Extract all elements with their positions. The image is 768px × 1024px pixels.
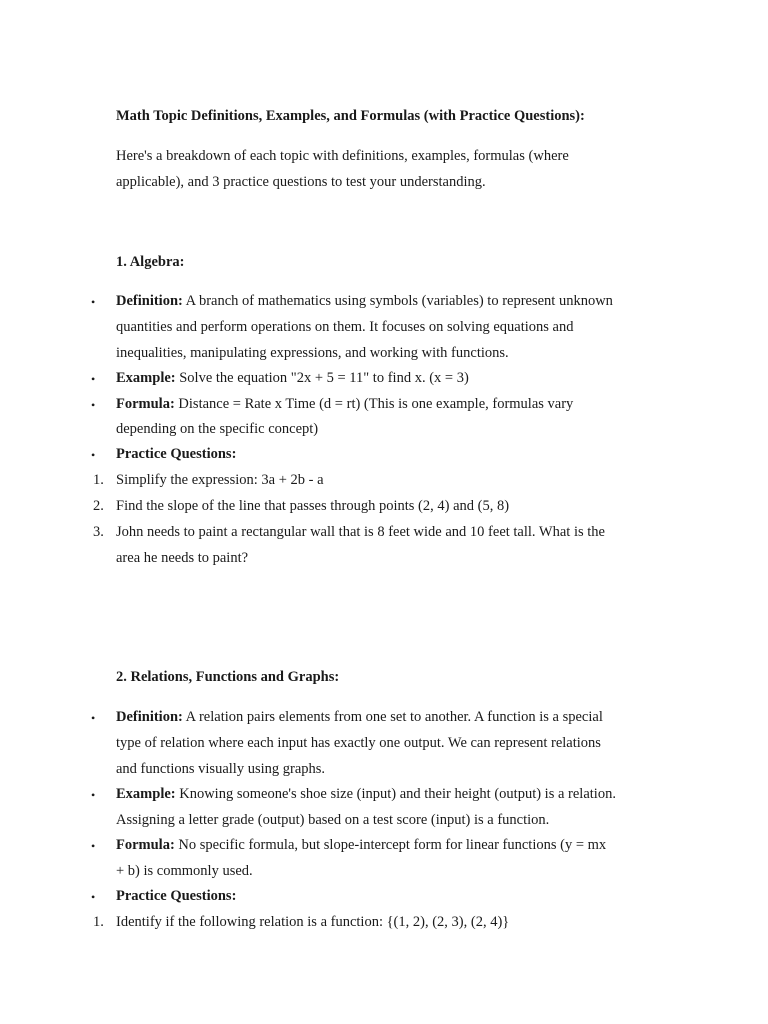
relations-example-line-2: Assigning a letter grade (output) based on a test score (input) is a function. — [116, 812, 550, 828]
bullet-marker: • — [91, 711, 96, 725]
relations-practice-label: Practice Questions: — [116, 888, 237, 904]
bullet-marker: • — [91, 295, 96, 309]
algebra-formula-line-1 — [116, 395, 573, 413]
example-label: Example: — [116, 370, 176, 386]
question-number: 2. — [93, 498, 104, 514]
algebra-question-1: Simplify the expression: 3a + 2b - a — [116, 472, 324, 488]
algebra-practice-label: Practice Questions: — [116, 446, 237, 462]
bullet-marker: • — [91, 788, 96, 802]
relations-definition-line-3: and functions visually using graphs. — [116, 761, 326, 777]
bullet-marker: • — [91, 398, 96, 412]
document-title: Math Topic Definitions, Examples, and Formulas (with Practice Questions): — [116, 108, 585, 124]
intro-line-1: Here's a breakdown of each topic with definitions, examples, formulas (where — [116, 148, 569, 164]
relations-formula-line-2: + b) is commonly used. — [116, 863, 253, 879]
algebra-question-2: Find the slope of the line that passes through points (2, 4) and (5, 8) — [116, 498, 510, 514]
question-number: 1. — [93, 472, 104, 488]
section-heading-algebra: 1. Algebra: — [116, 254, 185, 270]
example-label: Example: — [116, 786, 176, 802]
question-number: 1. — [93, 914, 104, 930]
question-number: 3. — [93, 524, 104, 540]
formula-text: No specific formula, but slope-intercept form for linear functions (y = mx — [174, 837, 607, 853]
algebra-formula-line-2: depending on the specific concept) — [116, 421, 319, 437]
algebra-definition-line-3: inequalities, manipulating expressions, and working with functions. — [116, 345, 509, 361]
formula-text: Distance = Rate x Time (d = rt) (This is one example, formulas vary — [174, 396, 574, 412]
section-heading-relations: 2. Relations, Functions and Graphs: — [116, 669, 340, 685]
definition-label: Definition: — [116, 709, 183, 725]
definition-text: A relation pairs elements from one set to another. A function is a special — [182, 709, 603, 725]
algebra-example-line-1 — [116, 369, 469, 387]
bullet-marker: • — [91, 890, 96, 904]
algebra-definition-line-1 — [116, 292, 613, 310]
definition-text: A branch of mathematics using symbols (variables) to represent unknown — [182, 293, 613, 309]
relations-definition-line-2: type of relation where each input has exactly one output. We can represent relations — [116, 735, 601, 751]
relations-definition-line-1 — [116, 708, 603, 726]
bullet-marker: • — [91, 448, 96, 462]
relations-question-1: Identify if the following relation is a function: {(1, 2), (2, 3), (2, 4)} — [116, 914, 510, 930]
formula-label: Formula: — [116, 837, 175, 853]
algebra-definition-line-2: quantities and perform operations on them. It focuses on solving equations and — [116, 319, 574, 335]
intro-line-2: applicable), and 3 practice questions to test your understanding. — [116, 174, 486, 190]
formula-label: Formula: — [116, 396, 175, 412]
example-text: Solve the equation "2x + 5 = 11" to find x. (x = 3) — [175, 370, 469, 386]
definition-label: Definition: — [116, 293, 183, 309]
bullet-marker: • — [91, 372, 96, 386]
bullet-marker: • — [91, 839, 96, 853]
example-text: Knowing someone's shoe size (input) and their height (output) is a relation. — [175, 786, 616, 802]
algebra-question-3-line-2: area he needs to paint? — [116, 550, 249, 566]
algebra-question-3-line-1: John needs to paint a rectangular wall that is 8 feet wide and 10 feet tall. What is the — [116, 524, 605, 540]
relations-formula-line-1 — [116, 836, 606, 854]
relations-example-line-1 — [116, 785, 616, 803]
